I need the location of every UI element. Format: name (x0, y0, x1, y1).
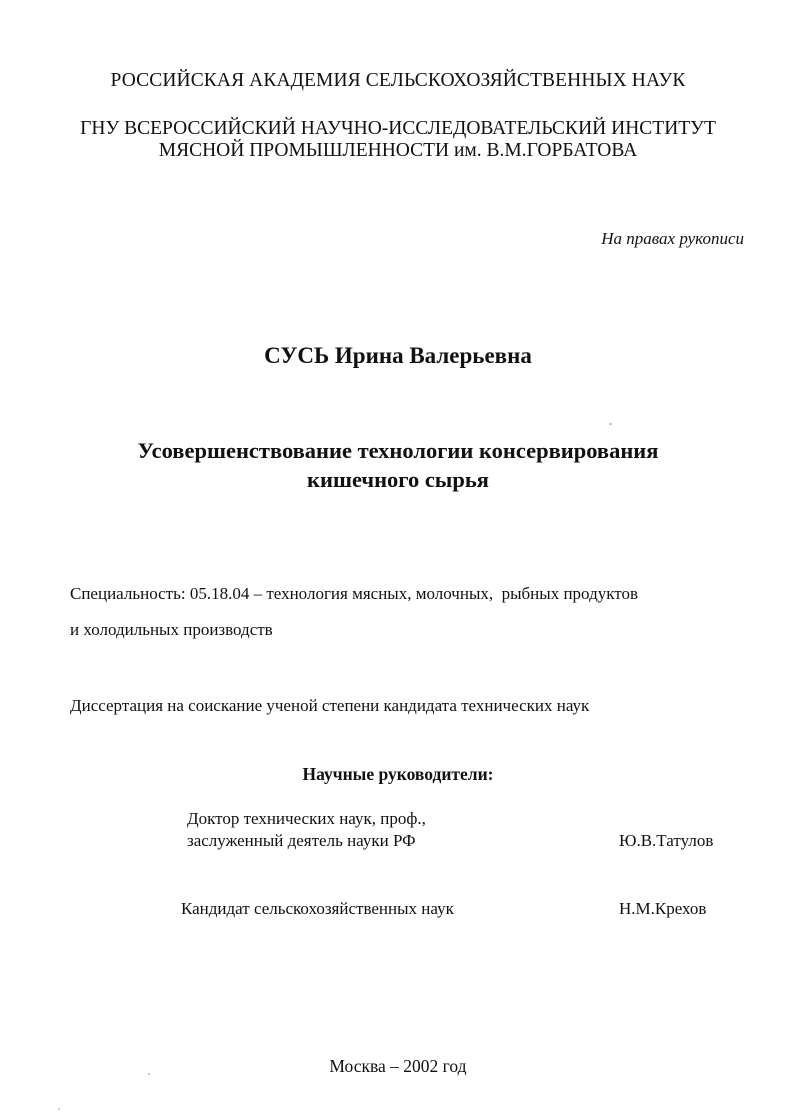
scan-speck (609, 423, 612, 425)
dissertation-title-line2: кишечного сырья (307, 467, 489, 492)
institute-name-line2: МЯСНОЙ ПРОМЫШЛЕННОСТИ им. В.М.ГОРБАТОВА (158, 140, 638, 161)
dissertation-title-line1: Усовершенствование технологии консервирования (137, 438, 659, 463)
supervisor-1-title-line1: Доктор технических наук, проф., (187, 809, 426, 828)
supervisor-2-name: Н.М.Крехов (619, 899, 707, 918)
city-year: Москва – 2002 год (329, 1056, 467, 1076)
specialty-line1: Специальность: 05.18.04 – технология мясных, молочных, рыбных продуктов (70, 584, 638, 603)
supervisor-1-name: Ю.В.Татулов (619, 831, 714, 850)
scan-speck (58, 1108, 60, 1110)
scan-speck (148, 1073, 150, 1075)
supervisors-heading: Научные руководители: (302, 764, 494, 784)
manuscript-rights-note: На правах рукописи (601, 229, 744, 248)
specialty-line2: и холодильных производств (70, 620, 273, 639)
supervisor-1-title-line2: заслуженный деятель науки РФ (187, 831, 416, 850)
institute-name-line1: ГНУ ВСЕРОССИЙСКИЙ НАУЧНО-ИССЛЕДОВАТЕЛЬСКИЙ ИНСТИТУТ (80, 118, 716, 139)
author-name: СУСЬ Ирина Валерьевна (264, 343, 532, 368)
supervisor-2-title: Кандидат сельскохозяйственных наук (181, 899, 454, 918)
dissertation-degree: Диссертация на соискание ученой степени кандидата технических наук (70, 696, 590, 715)
academy-name: РОССИЙСКАЯ АКАДЕМИЯ СЕЛЬСКОХОЗЯЙСТВЕННЫХ НАУК (110, 70, 686, 91)
